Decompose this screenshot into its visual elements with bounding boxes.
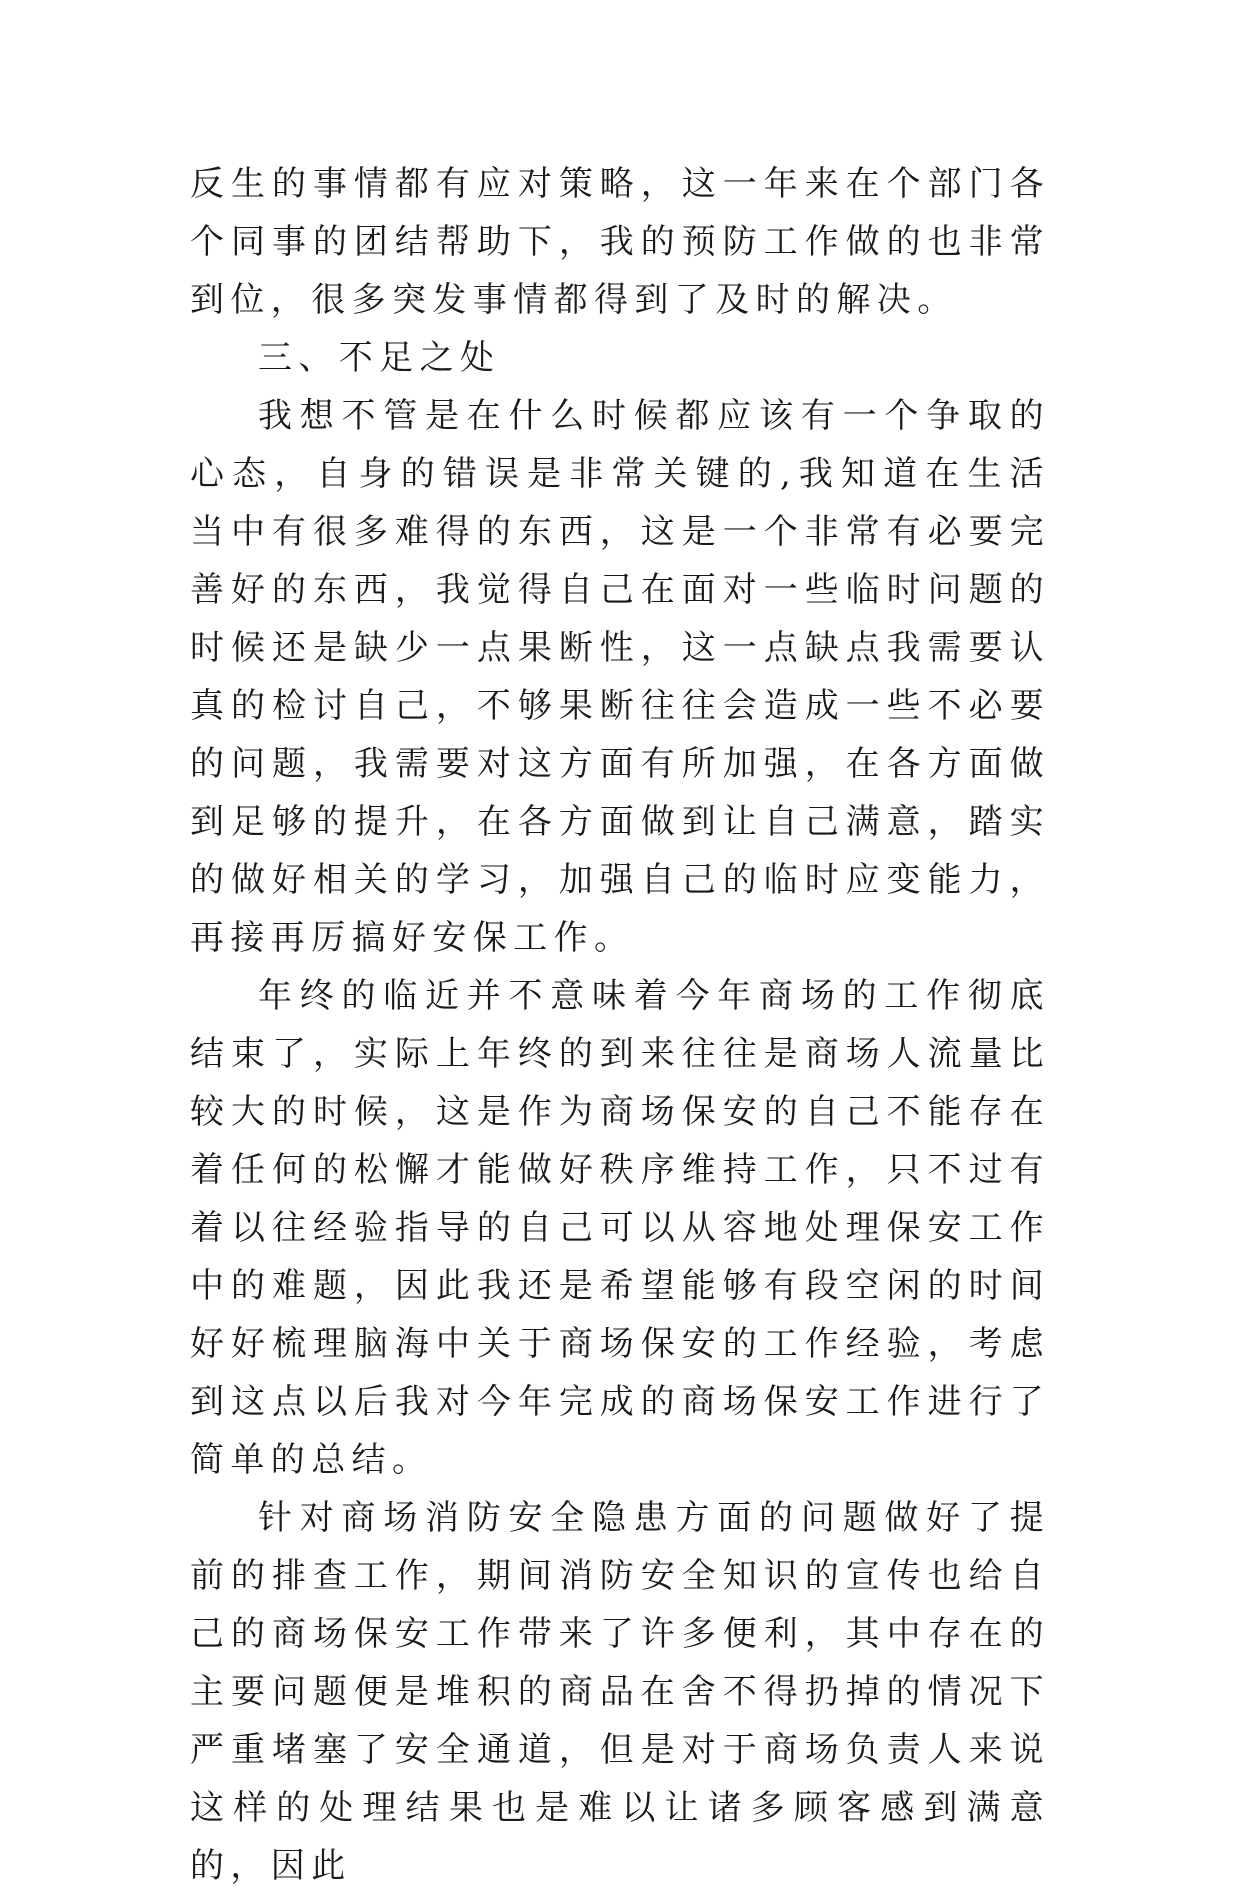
section-heading: 三、不足之处 <box>258 338 501 378</box>
paragraph-year-end: 年终的临近并不意味着今年商场的工作彻底结束了，实际上年终的到来往往是商场人流量比较大的时候，这是作为商场保安的自己不能存在着任何的松懈才能做好秩序维持工作，只不过有着以往经验指导的自己可以从容地处理保安工作中的难题，因此我还是希望能够有段空闲的时间好好梳理脑海中关于商场保安的工作经验，考虑到这点以后我对今年完成的商场保安工作进行了简单的总结。 <box>190 976 1050 1480</box>
paragraph-fire-safety: 针对商场消防安全隐患方面的问题做好了提前的排查工作，期间消防安全知识的宣传也给自己的商场保安工作带来了许多便利，其中存在的主要问题便是堆积的商品在舍不得扔掉的情况下严重堵塞了安全通道，但是对于商场负责人来说这样的处理结果也是难以让诸多顾客感到满意的，因此 <box>190 1498 1050 1886</box>
document-body <box>190 155 1050 1895</box>
paragraph-continuation: 反生的事情都有应对策略，这一年来在个部门各个同事的团结帮助下，我的预防工作做的也非常到位，很多突发事情都得到了及时的解决。 <box>190 164 1050 320</box>
paragraph-shortcomings: 我想不管是在什么时候都应该有一个争取的心态，自身的错误是非常关键的,我知道在生活当中有很多难得的东西，这是一个非常有必要完善好的东西，我觉得自己在面对一些临时问题的时候还是缺少一点果断性，这一点缺点我需要认真的检讨自己，不够果断往往会造成一些不必要的问题，我需要对这方面有所加强，在各方面做到足够的提升，在各方面做到让自己满意，踏实的做好相关的学习，加强自己的临时应变能力，再接再厉搞好安保工作。 <box>190 396 1050 958</box>
